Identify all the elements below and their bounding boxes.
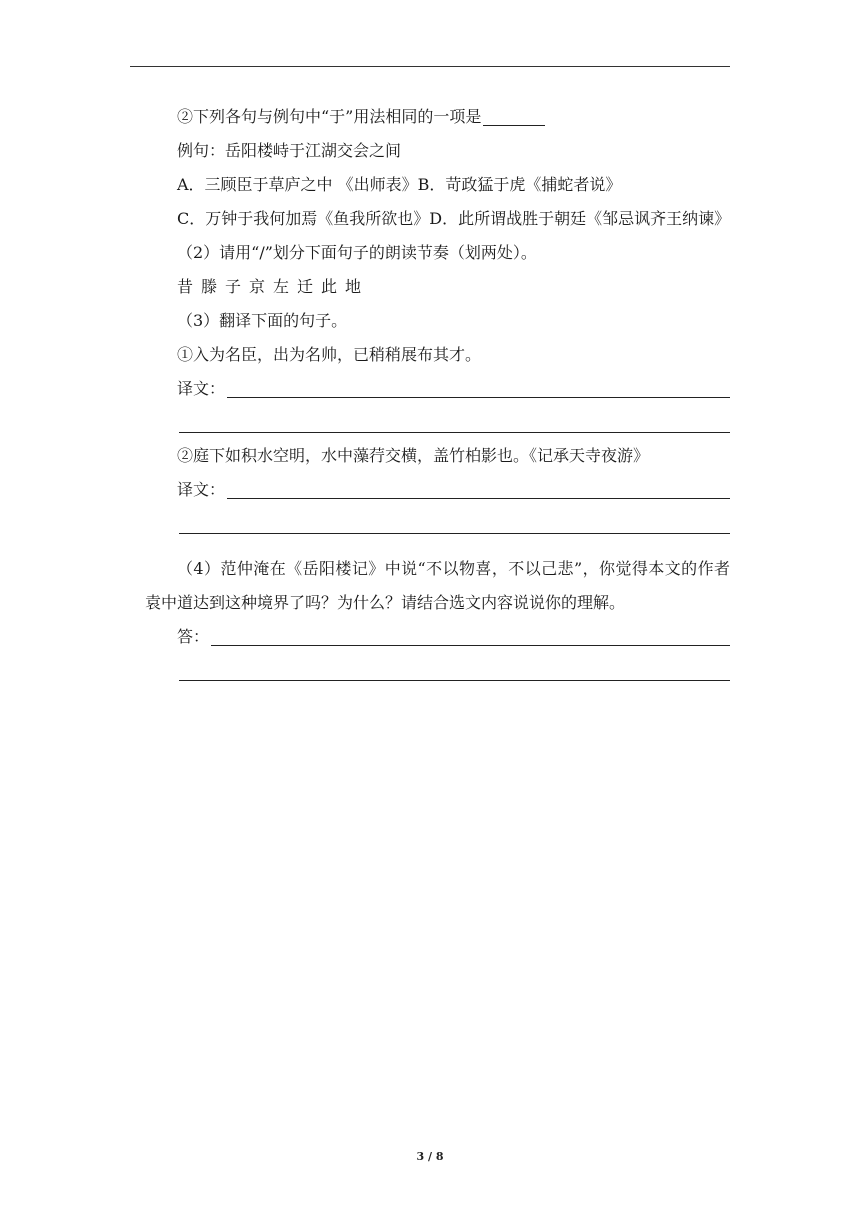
q3-prompt: （3）翻译下面的句子。 (177, 311, 348, 330)
q3-sentence-1: ①入为名臣，出为名帅，已稍稍展布其才。 (177, 345, 482, 364)
example-sentence: 例句：岳阳楼峙于江湖交会之间 (177, 141, 402, 160)
options-cd: C．万钟于我何加焉《鱼我所欲也》D．此所谓战胜于朝廷《邹忌讽齐王纳谏》 (177, 209, 731, 228)
q4-answer[interactable] (145, 620, 730, 654)
q3-sentence-2: ②庭下如积水空明，水中藻荇交横，盖竹柏影也。《记承天寺夜游》 (177, 446, 650, 465)
rhythm-sentence: 昔滕子京左迁此地 (177, 277, 370, 296)
answer-line[interactable] (227, 397, 730, 398)
q4-prompt: （4）范仲淹在《岳阳楼记》中说“不以物喜，不以己悲”，你觉得本文的作者袁中道达到这种境界了吗？为什么？请结合选文内容说说你的理解。 (145, 559, 730, 612)
prompt-text: ②下列各句与例句中“于”用法相同的一项是 (177, 107, 482, 126)
q2-prompt: （2）请用“/”划分下面句子的朗读节奏（划两处）。 (177, 243, 537, 262)
answer-label: 答： (177, 627, 210, 646)
q2-sub2-prompt (145, 100, 730, 134)
translation-answer-1[interactable] (145, 372, 730, 406)
answer-line[interactable] (179, 533, 730, 534)
page-number: 3 / 8 (416, 1150, 444, 1163)
answer-label: 译文： (177, 379, 226, 398)
answer-line[interactable] (211, 645, 730, 646)
options-ab: A．三顾臣于草庐之中 《出师表》B．苛政猛于虎《捕蛇者说》 (177, 175, 622, 194)
translation-answer-2[interactable] (145, 473, 730, 507)
page-content (145, 100, 730, 687)
answer-line[interactable] (179, 432, 730, 433)
answer-line[interactable] (227, 498, 730, 499)
answer-label: 译文： (177, 480, 226, 499)
header-rule (130, 66, 730, 67)
answer-line[interactable] (179, 680, 730, 681)
answer-blank[interactable] (483, 107, 545, 126)
